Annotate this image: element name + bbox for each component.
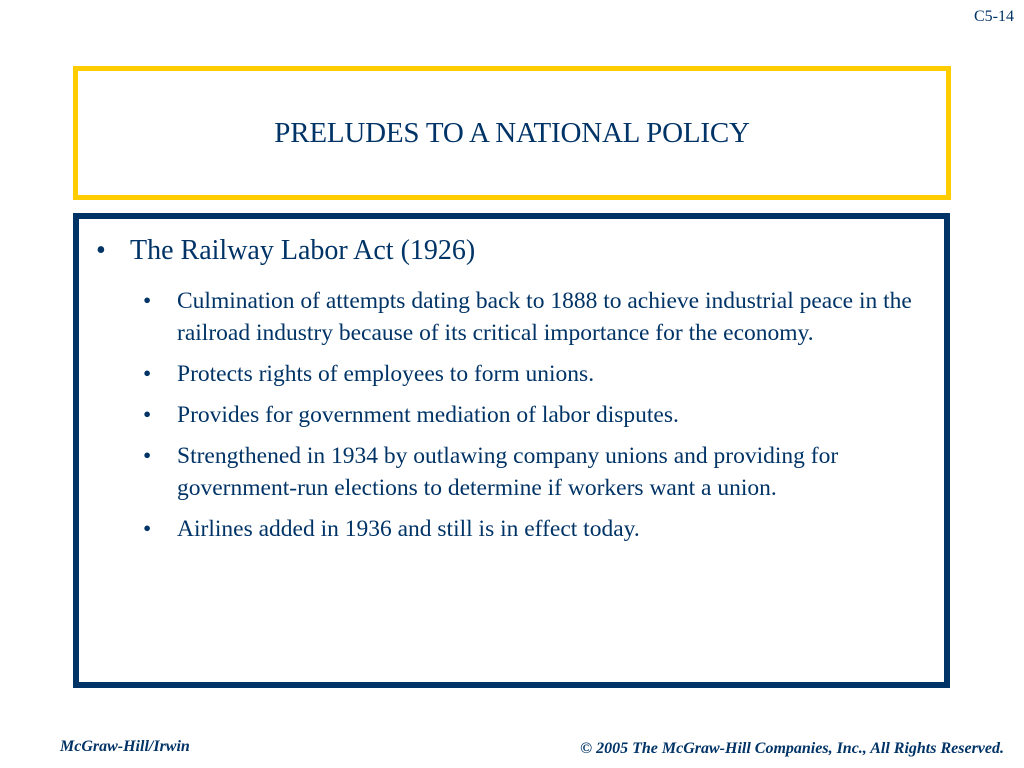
sub-bullet-text: Airlines added in 1936 and still is in effect today.: [177, 516, 640, 542]
sub-bullet-text: Provides for government mediation of labor disputes.: [177, 402, 679, 428]
bullet-dot-icon: •: [143, 402, 152, 428]
bullet-dot-icon: •: [96, 235, 106, 266]
sub-bullet-text: Protects rights of employees to form unions.: [177, 361, 595, 387]
content-box: [73, 213, 950, 688]
sub-bullet-item: [143, 358, 943, 390]
main-bullet-text: The Railway Labor Act (1926): [130, 235, 476, 266]
sub-bullet-text: Culmination of attempts dating back to 1888 to achieve industrial peace in the railroad industry because of its critical importance for the economy.: [177, 288, 912, 346]
sub-bullet-item: [143, 285, 943, 349]
sub-bullet-item: [143, 440, 943, 504]
footer-publisher: McGraw-Hill/Irwin: [60, 738, 190, 755]
sub-bullet-text: Strengthened in 1934 by outlawing company unions and providing for government-run elections to determine if workers want a union.: [177, 443, 839, 501]
bullet-dot-icon: •: [143, 361, 152, 387]
bullet-dot-icon: •: [143, 288, 152, 314]
slide-title: PRELUDES TO A NATIONAL POLICY: [274, 116, 750, 149]
sub-bullet-item: [143, 513, 943, 545]
bullet-dot-icon: •: [143, 516, 152, 542]
title-box: [73, 66, 951, 200]
sub-bullet-list: [143, 285, 943, 554]
slide-number: C5-14: [974, 8, 1014, 25]
main-bullet: [96, 235, 475, 267]
footer-copyright: © 2005 The McGraw-Hill Companies, Inc., All Rights Reserved.: [580, 740, 1004, 757]
sub-bullet-item: [143, 399, 943, 431]
bullet-dot-icon: •: [143, 443, 152, 469]
